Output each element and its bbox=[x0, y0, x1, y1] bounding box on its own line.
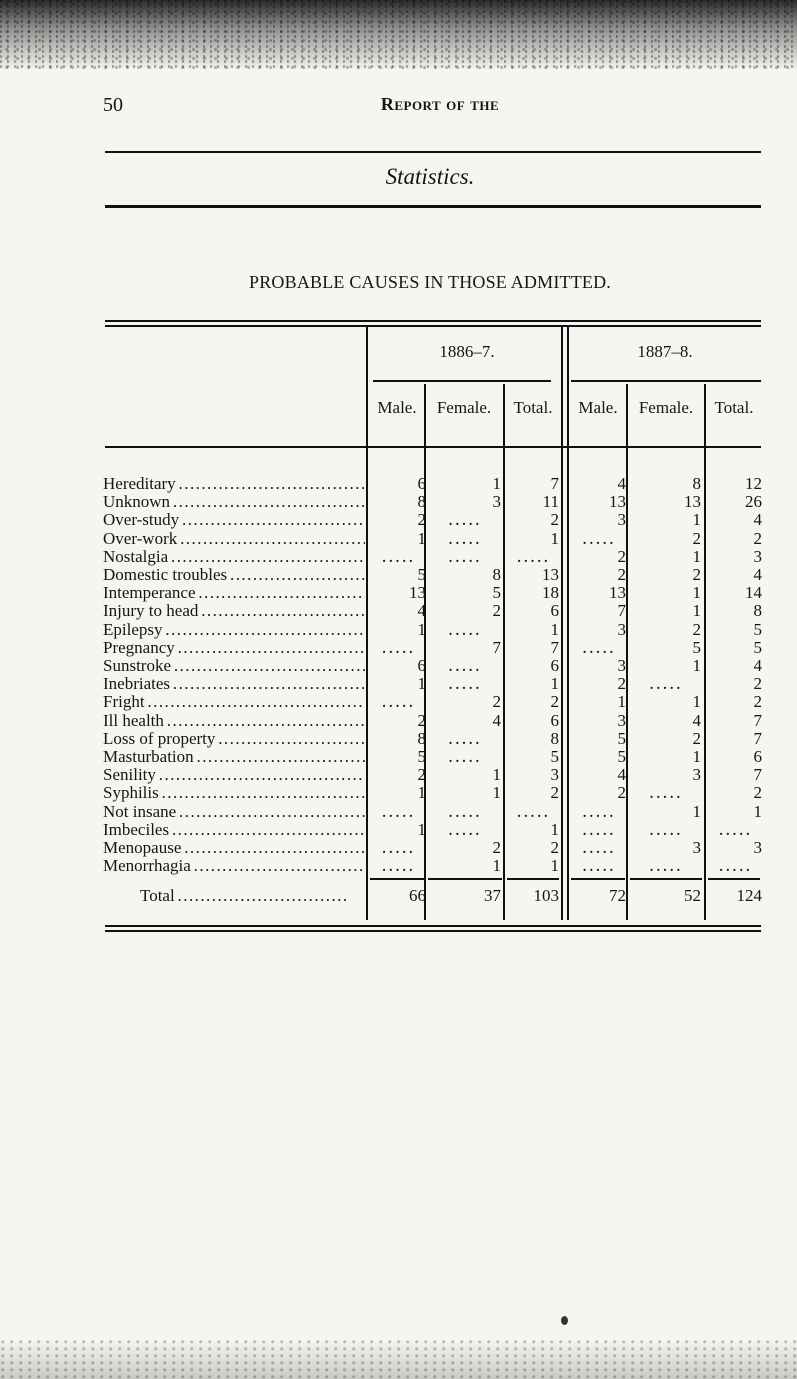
page-number: 50 bbox=[103, 94, 123, 116]
cell-male-1887: 2 bbox=[617, 674, 626, 693]
cell-total-1886: 7 bbox=[550, 474, 559, 493]
cell-female-1887: 1 bbox=[692, 747, 701, 766]
cell-female-1887: 1 bbox=[692, 547, 701, 566]
cell-total-1887: 4 bbox=[753, 656, 762, 675]
col-divider-male-female-2 bbox=[626, 384, 628, 920]
cell-male-1886: 5 bbox=[417, 747, 426, 766]
cell-total-1887: 26 bbox=[745, 492, 762, 511]
cell-total-1887: 1 bbox=[753, 802, 762, 821]
total-rule-total-1887 bbox=[708, 878, 760, 880]
row-label: Masturbation . . . bbox=[103, 748, 365, 766]
cell-total-1887: 5 bbox=[753, 620, 762, 639]
row-label: Inebriates . . . bbox=[103, 675, 365, 693]
row-label: Epilepsy . . . bbox=[103, 621, 365, 639]
cell-female-1887: 1 bbox=[692, 583, 701, 602]
empty-cell-female-1887: ․․․․․ bbox=[648, 783, 683, 802]
total-cell-male-1886: 66 bbox=[409, 886, 426, 905]
total-rule-female-1886 bbox=[428, 878, 502, 880]
cell-male-1887: 2 bbox=[617, 783, 626, 802]
cell-total-1887: 5 bbox=[753, 638, 762, 657]
col-header-male-1886: Male. bbox=[377, 398, 417, 417]
ink-spot bbox=[561, 1316, 568, 1325]
empty-cell-male-1887: ․․․․․ bbox=[581, 638, 616, 657]
col-header-total-1886: Total. bbox=[513, 398, 553, 417]
row-label: Hereditary . . . bbox=[103, 475, 365, 493]
cell-female-1887: 1 bbox=[692, 692, 701, 711]
cell-male-1886: 1 bbox=[417, 529, 426, 548]
cell-male-1886: 6 bbox=[417, 656, 426, 675]
cell-total-1887: 7 bbox=[753, 729, 762, 748]
empty-cell-female-1886: ․․․․․ bbox=[447, 620, 482, 639]
cell-male-1887: 3 bbox=[617, 656, 626, 675]
cell-male-1886: 8 bbox=[417, 729, 426, 748]
cell-female-1887: 3 bbox=[692, 838, 701, 857]
empty-cell-total-1887: ․․․․․ bbox=[718, 820, 752, 839]
cell-female-1886: 4 bbox=[492, 711, 501, 730]
cell-total-1886: 6 bbox=[550, 601, 559, 620]
row-label: Syphilis . . . bbox=[103, 784, 365, 802]
cell-female-1887: 4 bbox=[692, 711, 701, 730]
cell-male-1887: 4 bbox=[617, 765, 626, 784]
empty-cell-female-1886: ․․․․․ bbox=[447, 510, 482, 529]
section-title: Statistics. bbox=[385, 164, 475, 189]
cell-male-1887: 3 bbox=[617, 510, 626, 529]
empty-cell-total-1886: ․․․․․ bbox=[516, 547, 550, 566]
empty-cell-female-1886: ․․․․․ bbox=[447, 656, 482, 675]
row-label: Menorrhagia . . . bbox=[103, 857, 365, 875]
col-header-total-1887: Total. bbox=[714, 398, 754, 417]
row-label: Injury to head . . . bbox=[103, 602, 365, 620]
cell-female-1886: 5 bbox=[492, 583, 501, 602]
cell-total-1887: 7 bbox=[753, 711, 762, 730]
cell-female-1886: 7 bbox=[492, 638, 501, 657]
cell-female-1886: 8 bbox=[492, 565, 501, 584]
cell-male-1886: 1 bbox=[417, 783, 426, 802]
col-header-female-1887: Female. bbox=[638, 398, 694, 417]
table-top-rule-2 bbox=[105, 325, 761, 327]
row-label: Over-work . . . bbox=[103, 530, 365, 548]
table-title: PROBABLE CAUSES IN THOSE ADMITTED. bbox=[249, 272, 611, 292]
cell-total-1886: 1 bbox=[550, 856, 559, 875]
cell-total-1887: 8 bbox=[753, 601, 762, 620]
cell-male-1887: 3 bbox=[617, 711, 626, 730]
cell-male-1886: 2 bbox=[417, 765, 426, 784]
cell-total-1886: 6 bbox=[550, 656, 559, 675]
year-underline-1887 bbox=[571, 380, 761, 382]
row-label: Imbeciles . . . bbox=[103, 821, 365, 839]
cell-female-1887: 1 bbox=[692, 601, 701, 620]
empty-cell-male-1887: ․․․․․ bbox=[581, 856, 616, 875]
year-heading-1886: 1886–7. bbox=[439, 342, 495, 361]
table-top-rule-1 bbox=[105, 320, 761, 322]
cell-total-1886: 7 bbox=[550, 638, 559, 657]
cell-male-1886: 8 bbox=[417, 492, 426, 511]
row-label: Loss of property . . . bbox=[103, 730, 365, 748]
empty-cell-female-1886: ․․․․․ bbox=[447, 802, 482, 821]
cell-female-1886: 2 bbox=[492, 838, 501, 857]
cell-total-1886: 1 bbox=[550, 674, 559, 693]
cell-female-1886: 1 bbox=[492, 765, 501, 784]
cell-total-1886: 13 bbox=[542, 565, 559, 584]
cell-male-1887: 13 bbox=[609, 492, 626, 511]
cell-total-1886: 5 bbox=[550, 747, 559, 766]
empty-cell-male-1886: ․․․․․ bbox=[381, 856, 415, 875]
row-label: Over-study . . . bbox=[103, 511, 365, 529]
cell-total-1886: 11 bbox=[542, 492, 559, 511]
empty-cell-female-1886: ․․․․․ bbox=[447, 820, 482, 839]
header-bottom-rule bbox=[105, 446, 761, 448]
row-label: Domestic troubles . . . bbox=[103, 566, 365, 584]
table-bottom-rule-1 bbox=[105, 925, 761, 927]
cell-total-1886: 2 bbox=[550, 510, 559, 529]
cell-total-1886: 2 bbox=[550, 783, 559, 802]
cell-total-1887: 4 bbox=[753, 510, 762, 529]
cell-male-1886: 5 bbox=[417, 565, 426, 584]
col-header-female-1886: Female. bbox=[436, 398, 492, 417]
cell-total-1886: 8 bbox=[550, 729, 559, 748]
cell-female-1886: 1 bbox=[492, 783, 501, 802]
empty-cell-female-1886: ․․․․․ bbox=[447, 747, 482, 766]
cell-female-1887: 1 bbox=[692, 656, 701, 675]
cell-female-1887: 8 bbox=[692, 474, 701, 493]
cell-male-1886: 13 bbox=[409, 583, 426, 602]
cell-total-1886: 18 bbox=[542, 583, 559, 602]
cell-female-1887: 2 bbox=[692, 529, 701, 548]
empty-cell-male-1886: ․․․․․ bbox=[381, 638, 415, 657]
row-label: Not insane . . . bbox=[103, 803, 365, 821]
cell-total-1887: 2 bbox=[753, 692, 762, 711]
cell-female-1886: 3 bbox=[492, 492, 501, 511]
empty-cell-male-1886: ․․․․․ bbox=[381, 692, 415, 711]
cell-male-1886: 6 bbox=[417, 474, 426, 493]
total-cell-male-1887: 72 bbox=[609, 886, 626, 905]
total-cell-total-1887: 124 bbox=[736, 886, 762, 905]
total-rule-total-1886 bbox=[507, 878, 559, 880]
empty-cell-male-1887: ․․․․․ bbox=[581, 802, 616, 821]
empty-cell-total-1887: ․․․․․ bbox=[718, 856, 752, 875]
year-heading-1887: 1887–8. bbox=[637, 342, 693, 361]
cell-female-1887: 5 bbox=[692, 638, 701, 657]
empty-cell-female-1886: ․․․․․ bbox=[447, 729, 482, 748]
cell-male-1886: 4 bbox=[417, 601, 426, 620]
cell-male-1886: 2 bbox=[417, 711, 426, 730]
cell-male-1886: 1 bbox=[417, 620, 426, 639]
cell-female-1886: 1 bbox=[492, 856, 501, 875]
cell-total-1886: 1 bbox=[550, 820, 559, 839]
cell-male-1887: 2 bbox=[617, 565, 626, 584]
empty-cell-male-1887: ․․․․․ bbox=[581, 838, 616, 857]
cell-total-1886: 2 bbox=[550, 692, 559, 711]
cell-male-1887: 2 bbox=[617, 547, 626, 566]
empty-cell-total-1886: ․․․․․ bbox=[516, 802, 550, 821]
empty-cell-female-1887: ․․․․․ bbox=[648, 674, 683, 693]
total-label: Total . . . bbox=[140, 887, 366, 905]
cell-male-1886: 2 bbox=[417, 510, 426, 529]
empty-cell-male-1887: ․․․․․ bbox=[581, 529, 616, 548]
cell-total-1887: 7 bbox=[753, 765, 762, 784]
cell-total-1886: 3 bbox=[550, 765, 559, 784]
empty-cell-female-1886: ․․․․․ bbox=[447, 547, 482, 566]
cell-male-1887: 1 bbox=[617, 692, 626, 711]
cell-total-1886: 1 bbox=[550, 620, 559, 639]
cell-female-1887: 1 bbox=[692, 510, 701, 529]
cell-female-1886: 2 bbox=[492, 692, 501, 711]
row-label: Menopause . . . bbox=[103, 839, 365, 857]
total-cell-total-1886: 103 bbox=[533, 886, 559, 905]
cell-female-1886: 2 bbox=[492, 601, 501, 620]
total-rule-female-1887 bbox=[630, 878, 702, 880]
cell-male-1887: 13 bbox=[609, 583, 626, 602]
cell-total-1887: 2 bbox=[753, 783, 762, 802]
empty-cell-male-1887: ․․․․․ bbox=[581, 820, 616, 839]
empty-cell-female-1886: ․․․․․ bbox=[447, 674, 482, 693]
cell-male-1886: 1 bbox=[417, 674, 426, 693]
row-label: Intemperance . . . bbox=[103, 584, 365, 602]
cell-male-1886: 1 bbox=[417, 820, 426, 839]
total-cell-female-1886: 37 bbox=[484, 886, 501, 905]
row-label: Nostalgia . . . bbox=[103, 548, 365, 566]
cell-female-1887: 2 bbox=[692, 620, 701, 639]
cell-female-1887: 2 bbox=[692, 565, 701, 584]
cell-male-1887: 5 bbox=[617, 747, 626, 766]
cell-total-1887: 3 bbox=[753, 547, 762, 566]
empty-cell-female-1886: ․․․․․ bbox=[447, 529, 482, 548]
row-label: Sunstroke . . . bbox=[103, 657, 365, 675]
col-header-male-1887: Male. bbox=[578, 398, 618, 417]
header-rule-bottom bbox=[105, 205, 761, 208]
total-rule-male-1887 bbox=[571, 878, 625, 880]
cell-total-1886: 1 bbox=[550, 529, 559, 548]
empty-cell-male-1886: ․․․․․ bbox=[381, 547, 415, 566]
row-label: Unknown . . . bbox=[103, 493, 365, 511]
row-label: Senility . . . bbox=[103, 766, 365, 784]
empty-cell-male-1886: ․․․․․ bbox=[381, 802, 415, 821]
row-label: Ill health . . . bbox=[103, 712, 365, 730]
running-head: Report of the bbox=[380, 94, 500, 114]
cell-male-1887: 7 bbox=[617, 601, 626, 620]
empty-cell-female-1887: ․․․․․ bbox=[648, 820, 683, 839]
total-rule-male-1886 bbox=[370, 878, 426, 880]
cell-female-1887: 1 bbox=[692, 802, 701, 821]
cell-male-1887: 4 bbox=[617, 474, 626, 493]
cell-female-1887: 3 bbox=[692, 765, 701, 784]
header-rule-top bbox=[105, 151, 761, 153]
cell-total-1887: 2 bbox=[753, 529, 762, 548]
cell-total-1887: 14 bbox=[745, 583, 762, 602]
cell-total-1886: 6 bbox=[550, 711, 559, 730]
cell-total-1887: 6 bbox=[753, 747, 762, 766]
scan-noise-top bbox=[0, 0, 797, 70]
cell-total-1887: 12 bbox=[745, 474, 762, 493]
table-bottom-rule-2 bbox=[105, 930, 761, 932]
cell-female-1887: 13 bbox=[684, 492, 701, 511]
cell-total-1887: 3 bbox=[753, 838, 762, 857]
cell-total-1887: 2 bbox=[753, 674, 762, 693]
scan-noise-bottom bbox=[0, 1339, 797, 1379]
empty-cell-female-1887: ․․․․․ bbox=[648, 856, 683, 875]
cell-total-1886: 2 bbox=[550, 838, 559, 857]
year-underline-1886 bbox=[373, 380, 551, 382]
cell-total-1887: 4 bbox=[753, 565, 762, 584]
cell-female-1886: 1 bbox=[492, 474, 501, 493]
row-label: Pregnancy . . . bbox=[103, 639, 365, 657]
cell-female-1887: 2 bbox=[692, 729, 701, 748]
cell-male-1887: 5 bbox=[617, 729, 626, 748]
row-label: Fright . . . bbox=[103, 693, 365, 711]
empty-cell-male-1886: ․․․․․ bbox=[381, 838, 415, 857]
total-cell-female-1887: 52 bbox=[684, 886, 701, 905]
cell-male-1887: 3 bbox=[617, 620, 626, 639]
